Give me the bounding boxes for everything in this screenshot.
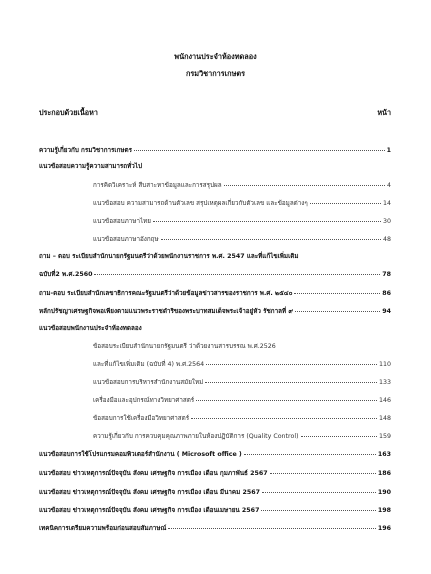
- toc-entry: แนวข้อสอบ ข่าวเหตุการณ์ปัจจุบัน สังคม เศรษฐกิจ การเมือง เดือน มีนาคม 2567 190: [39, 489, 391, 496]
- toc-entry: ถาม – ตอบ ระเบียบสำนักนายกรัฐมนตรีว่าด้วยพนักงานราชการ พ.ศ. 2547 และที่แก้ไขเพิ่มเติม: [39, 253, 299, 260]
- toc-entry: ข้อสอบการใช้เครื่องมือวิทยาศาสตร์ 148: [93, 415, 391, 422]
- toc-entry: หลักปรัชญาเศรษฐกิจพอเพียงตามแนวพระราชดำริของพระบาทสมเด็จพระเจ้าอยู่หัว รัชกาลที่ ๙ 94: [39, 308, 391, 315]
- toc-entry: ความรู้เกี่ยวกับ การควบคุมคุณภาพภายในห้องปฏิบัติการ (Quality Control) 159: [93, 433, 391, 440]
- toc-entry: แนวข้อสอบการบริหารสำนักงานสมัยใหม่ 133: [93, 379, 391, 386]
- toc-header: [39, 108, 391, 117]
- toc-entry: แนวข้อสอบ ข่าวเหตุการณ์ปัจจุบัน สังคม เศรษฐกิจ การเมือง เดือน กุมภาพันธ์ 2567 186: [39, 470, 391, 477]
- toc-entry: ถาม-ตอบ ระเบียบสำนักเลขาธิการคณะรัฐมนตรีว่าด้วยข้อมูลข่าวสารของราชการ พ.ศ. ๒๕๔๐ 86: [39, 290, 391, 297]
- toc-entry: และที่แก้ไขเพิ่มเติม (ฉบับที่ 4) พ.ศ.2564 110: [93, 361, 391, 368]
- toc-entry: ความรู้เกี่ยวกับ กรมวิชาการเกษตร 1: [39, 147, 391, 154]
- toc-entry: การคิดวิเคราะห์ สืบสาะหาข้อมูลและการสรุปผล 4: [93, 182, 391, 189]
- toc-entry: แนวข้อสอบ ข่าวเหตุการณ์ปัจจุบัน สังคม เศรษฐกิจ การเมือง เดือนเมษายน 2567 198: [39, 507, 391, 514]
- toc-entry: เทคนิคการเตรียมความพร้อมก่อนสอบสัมภาษณ์ 196: [39, 525, 391, 532]
- toc-entry: แนวข้อสอบความรู้ความสามารถทั่วไป: [39, 163, 142, 170]
- document-subtitle: กรมวิชาการเกษตร: [185, 69, 246, 78]
- document-title: พนักงานประจำห้องทดลอง: [174, 52, 257, 61]
- toc-entry: ข้อสอบระเบียบสำนักนายกรัฐมนตรี ว่าด้วยงานสารบรรณ พ.ศ.2526: [93, 343, 276, 350]
- toc-entry: แนวข้อสอบการใช้โปรแกรมคอมพิวเตอร์สำนักงาน ( Microsoft office ) 163: [39, 451, 391, 458]
- toc-entry: แนวข้อสอบภาษาอังกฤษ 48: [93, 236, 391, 243]
- page-column-label: หน้า: [377, 108, 391, 117]
- toc-entry: แนวข้อสอบ ความสามารถด้านตัวเลข สรุปเหตุผลเกี่ยวกับตัวเลข และข้อมูลต่างๆ 14: [93, 200, 391, 207]
- contents-label: ประกอบด้วยเนื้อหา: [39, 108, 98, 117]
- toc-entry: แนวข้อสอบพนักงานประจำห้องทดลอง: [39, 325, 142, 332]
- toc-entry: แนวข้อสอบภาษาไทย 30: [93, 218, 391, 225]
- toc-entry: เครื่องมือและอุปกรณ์ทางวิทยาศาสตร์ 146: [93, 397, 391, 404]
- toc-entry: ฉบับที่2 พ.ศ.2560 78: [39, 271, 391, 278]
